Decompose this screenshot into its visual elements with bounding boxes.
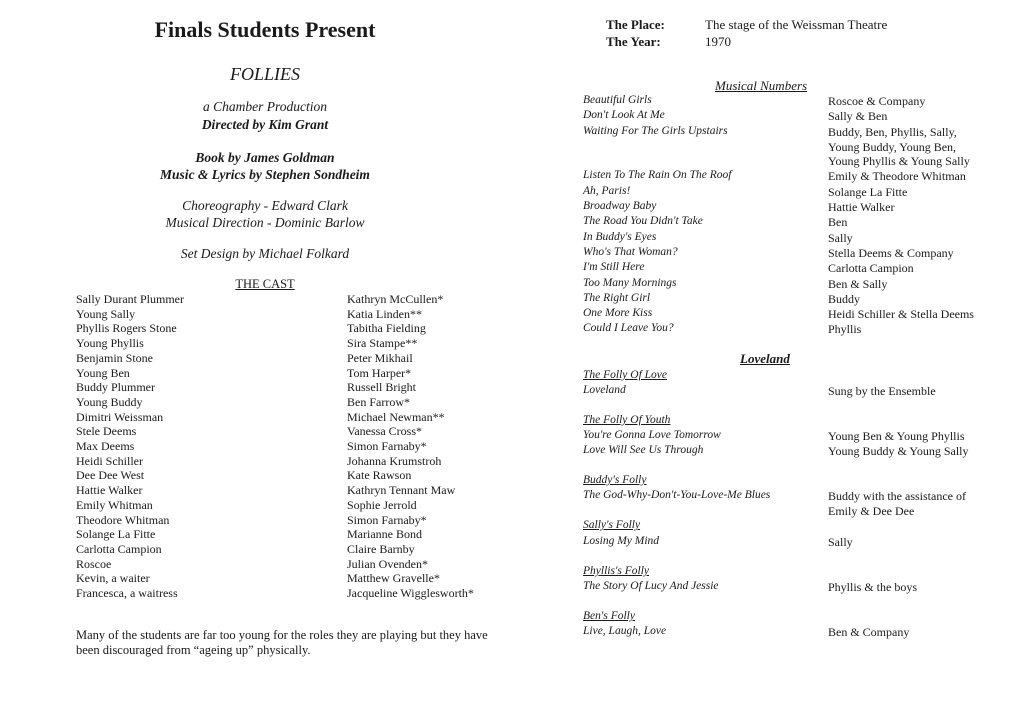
- song-title: Could I Leave You?: [583, 322, 674, 334]
- song-performer: Phyllis & the boys: [828, 580, 918, 594]
- song-title: You're Gonna Love Tomorrow: [583, 429, 721, 441]
- musical-numbers-heading: Musical Numbers: [715, 78, 808, 93]
- director-credit: Directed by Kim Grant: [201, 117, 329, 132]
- cast-role: Emily Whitman: [76, 497, 153, 512]
- cast-actor: Kathryn Tennant Maw: [347, 483, 456, 498]
- page-title: Finals Students Present: [154, 17, 376, 42]
- year-value: 1970: [705, 34, 731, 49]
- song-performer: Emily & Dee Dee: [828, 504, 915, 518]
- song-performer: Ben & Sally: [828, 277, 888, 291]
- song-title: Love Will See Us Through: [583, 444, 704, 456]
- song-title: One More Kiss: [583, 307, 653, 319]
- song-performer: Phyllis: [828, 322, 862, 336]
- choreography-credit: Choreography - Edward Clark: [182, 198, 348, 213]
- cast-actor: Johanna Krumstroh: [347, 453, 442, 468]
- cast-actor: Peter Mikhail: [347, 350, 413, 365]
- cast-role: Stele Deems: [76, 424, 137, 439]
- production-credit: a Chamber Production: [203, 99, 327, 114]
- song-title: Beautiful Girls: [583, 94, 652, 106]
- cast-role: Heidi Schiller: [76, 453, 143, 468]
- cast-roles-list: [76, 292, 184, 601]
- cast-role: Francesca, a waitress: [76, 586, 178, 601]
- song-performer: Stella Deems & Company: [828, 246, 954, 260]
- cast-role: Carlotta Campion: [76, 541, 162, 556]
- song-performer: Young Buddy, Young Ben,: [828, 140, 957, 154]
- cast-role: Dee Dee West: [76, 468, 145, 483]
- set-design-credit: Set Design by Michael Folkard: [180, 246, 350, 261]
- cast-actor: Michael Newman**: [347, 409, 445, 424]
- song-performer: Ben & Company: [828, 625, 910, 639]
- year-label: The Year:: [606, 34, 661, 49]
- cast-role: Phyllis Rogers Stone: [76, 321, 177, 336]
- cast-role: Dimitri Weissman: [76, 409, 164, 424]
- song-performer: Sung by the Ensemble: [828, 384, 936, 398]
- song-performer: Young Ben & Young Phyllis: [828, 429, 965, 443]
- song-title: In Buddy's Eyes: [583, 231, 657, 243]
- song-title: I'm Still Here: [583, 261, 645, 273]
- cast-actor: Sira Stampe**: [347, 336, 418, 351]
- cast-actor: Matthew Gravelle*: [347, 571, 440, 586]
- song-performer: Solange La Fitte: [828, 185, 908, 199]
- cast-actor: Vanessa Cross*: [347, 424, 422, 439]
- song-title: Loveland: [583, 384, 626, 396]
- folly-heading: The Folly Of Youth: [583, 414, 671, 426]
- cast-actor: Russell Bright: [347, 380, 417, 395]
- cast-role: Sally Durant Plummer: [76, 292, 184, 306]
- cast-role: Kevin, a waiter: [76, 571, 150, 586]
- place-value: The stage of the Weissman Theatre: [705, 17, 888, 32]
- cast-role: Young Phyllis: [76, 336, 144, 351]
- song-title: Broadway Baby: [583, 200, 657, 212]
- folly-heading: Buddy's Folly: [583, 474, 647, 486]
- cast-actor: Kathryn McCullen*: [347, 292, 444, 306]
- cast-actor: Simon Farnaby*: [347, 439, 427, 454]
- cast-role: Solange La Fitte: [76, 527, 156, 542]
- song-title: The God-Why-Don't-You-Love-Me Blues: [583, 489, 771, 501]
- song-title: Don't Look At Me: [583, 109, 665, 121]
- song-performer: Ben: [828, 215, 848, 229]
- song-performer: Sally: [828, 231, 853, 245]
- song-title: Too Many Mornings: [583, 277, 677, 289]
- song-performer: Buddy with the assistance of: [828, 489, 966, 503]
- cast-role: Young Buddy: [76, 394, 143, 409]
- song-title: Live, Laugh, Love: [583, 625, 667, 637]
- song-title: Ah, Paris!: [583, 185, 631, 197]
- cast-role: Young Sally: [76, 306, 136, 321]
- song-performer: Emily & Theodore Whitman: [828, 169, 966, 183]
- cast-heading: THE CAST: [235, 277, 295, 291]
- cast-actor: Claire Barnby: [347, 541, 415, 556]
- place-label: The Place:: [606, 17, 665, 32]
- folly-heading: Sally's Folly: [583, 519, 641, 531]
- song-performer: Roscoe & Company: [828, 94, 926, 108]
- cast-actor: Simon Farnaby*: [347, 512, 427, 527]
- folly-heading: Phyllis's Folly: [583, 565, 650, 577]
- music-credit: Music & Lyrics by Stephen Sondheim: [160, 167, 370, 182]
- song-performer: Buddy: [828, 292, 861, 306]
- cast-actor: Marianne Bond: [347, 527, 422, 542]
- cast-role: Young Ben: [76, 365, 130, 380]
- cast-actor: Tabitha Fielding: [347, 321, 426, 336]
- folly-heading: Ben's Folly: [583, 610, 635, 622]
- song-performer: Sally: [828, 535, 853, 549]
- cast-role: Theodore Whitman: [76, 512, 170, 527]
- song-performer: Young Buddy & Young Sally: [828, 444, 969, 458]
- song-performer: Buddy, Ben, Phyllis, Sally,: [828, 125, 957, 139]
- song-performer: Young Phyllis & Young Sally: [828, 154, 970, 168]
- cast-role: Roscoe: [76, 556, 112, 571]
- casting-note: Many of the students are far too young for the roles they are playing but they have been discouraged from “ageing up” physically.: [76, 628, 488, 657]
- cast-actor: Kate Rawson: [347, 468, 412, 483]
- song-title: Listen To The Rain On The Roof: [583, 169, 732, 181]
- setting-block: [606, 16, 887, 50]
- song-title: Waiting For The Girls Upstairs: [583, 125, 728, 137]
- cast-actors-list: [347, 292, 474, 601]
- cast-actor: Katia Linden**: [347, 306, 422, 321]
- book-credit: Book by James Goldman: [195, 150, 335, 165]
- song-title: The Right Girl: [583, 292, 651, 304]
- cast-actor: Sophie Jerrold: [347, 497, 417, 512]
- cast-role: Buddy Plummer: [76, 380, 156, 395]
- song-performer: Heidi Schiller & Stella Deems: [828, 307, 974, 321]
- musical-direction-credit: Musical Direction - Dominic Barlow: [165, 215, 365, 230]
- cast-actor: Tom Harper*: [347, 365, 412, 380]
- song-title: Who's That Woman?: [583, 246, 678, 258]
- song-title: The Road You Didn't Take: [583, 215, 703, 227]
- cast-role: Max Deems: [76, 439, 135, 454]
- song-title: Losing My Mind: [583, 535, 660, 547]
- cast-role: Hattie Walker: [76, 483, 143, 498]
- show-title: FOLLIES: [229, 64, 300, 84]
- cast-actor: Julian Ovenden*: [347, 556, 428, 571]
- song-performer: Hattie Walker: [828, 200, 895, 214]
- cast-actor: Ben Farrow*: [347, 394, 410, 409]
- folly-heading: The Folly Of Love: [583, 369, 667, 381]
- song-title: The Story Of Lucy And Jessie: [583, 580, 719, 592]
- song-performer: Sally & Ben: [828, 109, 888, 123]
- cast-actor: Jacqueline Wigglesworth*: [347, 586, 474, 601]
- loveland-heading: Loveland: [740, 351, 790, 366]
- song-performer: Carlotta Campion: [828, 261, 914, 275]
- cast-role: Benjamin Stone: [76, 350, 153, 365]
